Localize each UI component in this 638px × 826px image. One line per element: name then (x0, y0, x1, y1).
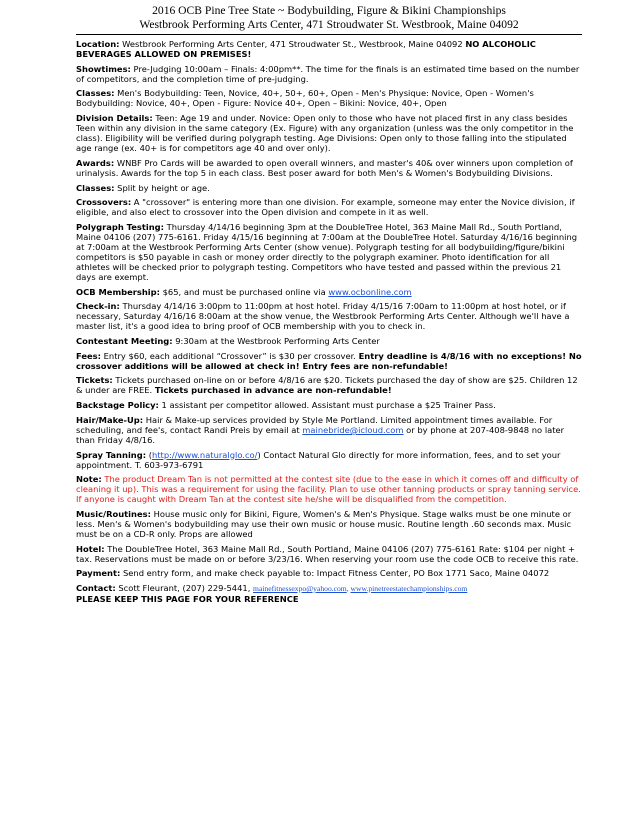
checkin-text: Thursday 4/14/16 3:00pm to 11:00pm at host hotel. Friday 4/15/16 7:00am to 11:00pm at host hotel, or if necessary, Saturday 4/16/16 8:00am at the show venue, the Westbrook Performing Arts Center. Although we'll have a master list, it's a good idea to bring proof of OCB membership with you to check in. (76, 301, 570, 332)
showtimes-section (76, 64, 582, 84)
backstage-label: Backstage Policy: (76, 400, 159, 411)
ocb-online-link[interactable]: www.ocbonline.com (328, 286, 412, 297)
hair-text: Hair & Make-up services provided by Style Me Portland. Limited appointment times available. For scheduling, and fee's, contact Randi Preis by email at (76, 414, 553, 435)
classes-section (76, 88, 582, 108)
hotel-label: Hotel: (76, 543, 105, 554)
showtimes-text: Pre-Judging 10:00am – Finals: 4:00pm**. The time for the finals is an estimated time based on the number of competitors, and the completion time of pre-judging. (76, 63, 580, 84)
classes-text: Men's Bodybuilding: Teen, Novice, 40+, 50+, 60+, Open - Men's Physique: Novice, Open - Women's Bodybuilding: Novice, 40+, Open - Figure: Novice 40+, Open – Bikini: Novice, 40+, Open (76, 88, 534, 109)
checkin-section (76, 301, 582, 331)
meeting-text: 9:30am at the Westbrook Performing Arts Center (172, 336, 380, 347)
payment-section (76, 568, 582, 578)
location-text: Westbrook Performing Arts Center, 471 Stroudwater St., Westbrook, Maine 04092 (119, 39, 466, 49)
backstage-section (76, 400, 582, 410)
classes-split-label: Classes: (76, 182, 115, 193)
hotel-section (76, 544, 582, 564)
fees-text: Entry $60, each additional “Crossover” is $30 per crossover. (100, 350, 359, 361)
contact-section (76, 583, 582, 594)
location-section (76, 39, 582, 59)
membership-text: $65, and must be purchased online via (159, 286, 329, 297)
spray-label: Spray Tanning: (76, 449, 147, 460)
awards-section (76, 158, 582, 178)
contact-label: Contact: (76, 582, 116, 593)
naturalglo-link[interactable]: http://www.naturalglo.co/ (151, 449, 258, 460)
awards-text: WNBF Pro Cards will be awarded to open overall winners, and master's 40& over winners upon completion of urinalysis. Awards for the top 5 in each class. Best poser award for both Men's & Women's Bodybuilding Divisions. (76, 157, 573, 178)
music-section (76, 509, 582, 539)
contact-separator: , (346, 583, 351, 593)
event-title: 2016 OCB Pine Tree State ~ Bodybuilding, Figure & Bikini Championships (152, 4, 506, 17)
contact-email-link[interactable]: mainefitnessexpo@yahoo.com (253, 583, 347, 593)
location-alcohol-notice: NO ALCOHOLIC BEVERAGES ALLOWED ON PREMISES! (76, 39, 536, 60)
meeting-label: Contestant Meeting: (76, 336, 173, 347)
contact-text: Scott Fleurant, (207) 229-5441, (115, 582, 254, 593)
division-label: Division Details: (76, 113, 153, 124)
event-venue: Westbrook Performing Arts Center, 471 Stroudwater St. Westbrook, Maine 04092 (139, 17, 519, 31)
backstage-text: 1 assistant per competitor allowed. Assistant must purchase a $25 Trainer Pass. (158, 400, 496, 411)
classes-split-section (76, 183, 582, 193)
hair-email-link[interactable]: mainebride@icloud.com (302, 424, 404, 435)
fees-section (76, 351, 582, 371)
division-section (76, 113, 582, 153)
crossovers-section (76, 197, 582, 217)
fees-label: Fees: (76, 350, 101, 361)
tickets-refund-notice: Tickets purchased in advance are non-refundable! (154, 385, 392, 396)
awards-label: Awards: (76, 157, 115, 168)
note-section (76, 474, 582, 504)
classes-label: Classes: (76, 88, 115, 99)
showtimes-label: Showtimes: (76, 63, 131, 74)
tickets-section (76, 375, 582, 395)
keep-reference-notice: PLEASE KEEP THIS PAGE FOR YOUR REFERENCE (76, 594, 299, 605)
checkin-label: Check-in: (76, 301, 120, 312)
membership-label: OCB Membership: (76, 286, 160, 297)
spray-section (76, 450, 582, 470)
polygraph-label: Polygraph Testing: (76, 221, 164, 232)
polygraph-text: Thursday 4/14/16 beginning 3pm at the DoubleTree Hotel, 363 Maine Mall Rd., South Portland, Maine 04106 (207) 775-6161. Friday 4/15/16 beginning at 7:00am at the DoubleTree Hotel. Saturday 4/16/16 beginning at 7:00am at the Westbrook Performing Arts Center (show venue). Polygraph testing for all bodybuilding/figure/bikini competitors is $50 payable in cash or money order directly to the polygraph examiner. Photo identification for all athletes will be checked prior to polygraph testing. Competitors who have tested and passed within the previous 21 days are exempt. (76, 221, 578, 283)
music-label: Music/Routines: (76, 508, 151, 519)
hair-text-2: or by phone at 207-408-9848 no later than Friday 4/8/16. (76, 424, 565, 445)
polygraph-section (76, 222, 582, 282)
info-body (76, 39, 582, 604)
note-label: Note: (76, 474, 102, 485)
contact-website-link[interactable]: www.pinetreestatechampionships.com (350, 583, 468, 593)
tickets-text: Tickets purchased on-line on or before 4/8/16 are $20. Tickets purchased the day of show are $25. Children 12 & under are FREE. (76, 375, 578, 396)
tickets-label: Tickets: (76, 375, 113, 386)
spray-text: ( (146, 449, 152, 460)
division-text: Teen: Age 19 and under. Novice: Open only to those who have not placed first in any class besides Teen within any division in the same category (Ex. Figure) with any organization (unless was the only competitor in the class). Eligibility will be verified during polygraph testing. Age Divisions: Open only to those falling into the stipulated age range (ex. 40+ is for competitors age 40 and over only). (76, 113, 574, 154)
hotel-text: The DoubleTree Hotel, 363 Maine Mall Rd., South Portland, Maine 04106 (207) 775-6161 Rate: $104 per night + tax. Reservations must be made on or before 3/23/16. When reserving your room use the code OCB to receive this rate. (76, 543, 579, 564)
classes-split-text: Split by height or age. (114, 182, 210, 193)
meeting-section (76, 336, 582, 346)
header-divider (76, 34, 582, 35)
hair-section (76, 415, 582, 445)
music-text: House music only for Bikini, Figure, Women's & Men's Physique. Stage walks must be one minute or less. Men's & Women's bodybuilding may use their own music or house music. Routine length .60 seconds max. Music must be on a CD-R only. Props are allowed (76, 508, 572, 540)
location-label: Location: (76, 39, 120, 49)
crossovers-label: Crossovers: (76, 197, 132, 208)
payment-label: Payment: (76, 568, 121, 579)
spray-text-2: ) Contact Natural Glo directly for more information, fees, and to set your appointment. T. 603-973-6791 (76, 449, 561, 470)
fees-deadline-notice: Entry deadline is 4/8/16 with no exceptions! No crossover additions will be allowed at check in! Entry fees are non-refundable! (76, 350, 582, 371)
membership-section (76, 287, 582, 297)
hair-label: Hair/Make-Up: (76, 414, 144, 425)
note-text: The product Dream Tan is not permitted at the contest site (due to the ease in which it comes off and difficulty of cleaning it up). This was a requirement for using the facility. Plan to use other tanning products or spray tanning service. If anyone is caught with Dream Tan at the contest site he/she will be disqualified from the competition. (76, 474, 581, 505)
payment-text: Send entry form, and make check payable to: Impact Fitness Center, PO Box 1771 Saco, Maine 04072 (120, 568, 550, 579)
crossovers-text: A "crossover" is entering more than one division. For example, someone may enter the Novice division, if eligible, and also elect to crossover into the Open division and compete in it as well. (76, 197, 575, 218)
